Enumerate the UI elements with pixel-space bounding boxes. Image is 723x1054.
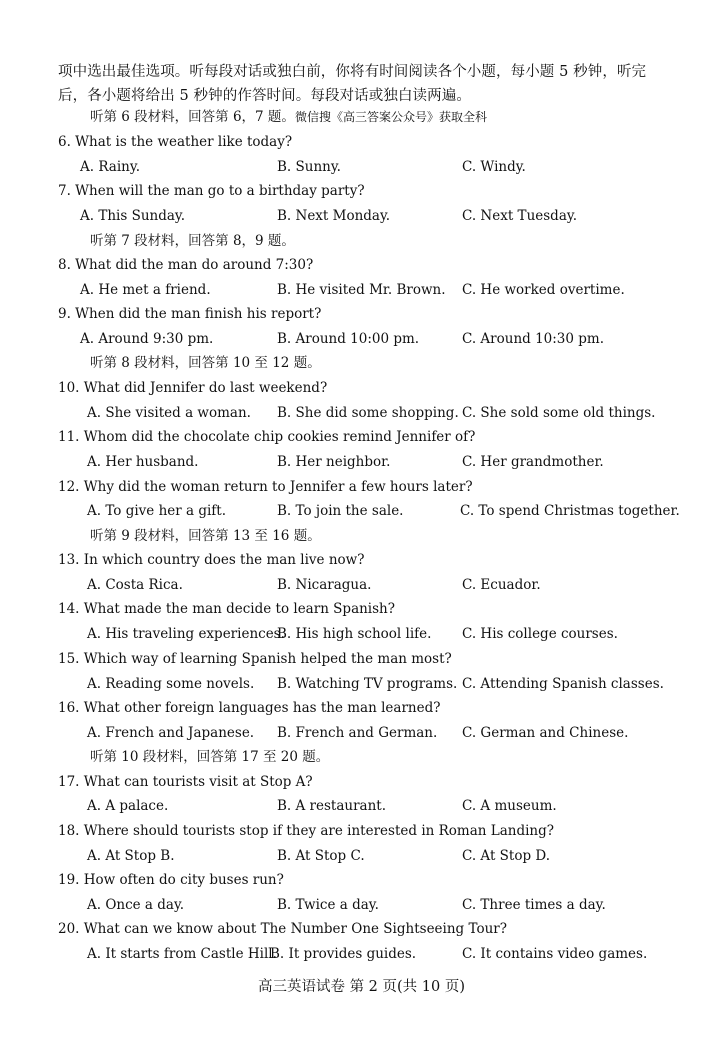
question-20-option-b: B. It provides guides. (270, 946, 417, 962)
question-9: 9. When did the man finish his report? (58, 306, 322, 322)
question-15-option-a: A. Reading some novels. (87, 676, 255, 692)
question-9-option-b: B. Around 10:00 pm. (277, 331, 420, 347)
question-8: 8. What did the man do around 7:30? (58, 257, 314, 273)
question-7-option-a: A. This Sunday. (80, 208, 186, 224)
question-15: 15. Which way of learning Spanish helped the man most? (58, 651, 452, 667)
instruction-line-2: 后，各小题将给出 5 秒钟的作答时间。每段对话或独白读两遍。 (58, 88, 471, 104)
question-9-option-a: A. Around 9:30 pm. (80, 331, 214, 347)
question-13: 13. In which country does the man live now? (58, 552, 365, 568)
question-10-option-a: A. She visited a woman. (87, 405, 251, 421)
question-17-option-b: B. A restaurant. (277, 798, 386, 814)
question-9-option-c: C. Around 10:30 pm. (462, 331, 605, 347)
question-11-option-c: C. Her grandmother. (462, 454, 604, 470)
question-10: 10. What did Jennifer do last weekend? (58, 380, 328, 396)
question-16: 16. What other foreign languages has the man learned? (58, 700, 441, 716)
question-20: 20. What can we know about The Number One Sightseeing Tour? (58, 921, 507, 937)
question-6-option-b: B. Sunny. (277, 159, 341, 175)
watermark-note: 微信搜《高三答案公众号》获取全科 (294, 110, 487, 124)
question-14-option-c: C. His college courses. (462, 626, 618, 642)
question-11-option-b: B. Her neighbor. (277, 454, 391, 470)
section-heading-8: 听第 8 段材料，回答第 10 至 12 题。 (90, 355, 321, 371)
question-18-option-b: B. At Stop C. (277, 848, 365, 864)
question-17-option-c: C. A museum. (462, 798, 557, 814)
question-20-option-c: C. It contains video games. (462, 946, 648, 962)
question-11: 11. Whom did the chocolate chip cookies remind Jennifer of? (58, 429, 476, 445)
question-19-option-c: C. Three times a day. (462, 897, 606, 913)
question-17-option-a: A. A palace. (87, 798, 169, 814)
question-18-option-a: A. At Stop B. (87, 848, 175, 864)
question-10-option-b: B. She did some shopping. (277, 405, 459, 421)
question-10-option-c: C. She sold some old things. (462, 405, 656, 421)
question-13-option-b: B. Nicaragua. (277, 577, 372, 593)
question-16-option-c: C. German and Chinese. (462, 725, 629, 741)
question-6: 6. What is the weather like today? (58, 134, 293, 150)
question-12-option-c: C. To spend Christmas together. (460, 503, 680, 519)
section-heading-7: 听第 7 段材料，回答第 8，9 题。 (90, 233, 295, 249)
question-14-option-b: B. His high school life. (277, 626, 432, 642)
question-19-option-b: B. Twice a day. (277, 897, 379, 913)
question-7-option-c: C. Next Tuesday. (462, 208, 577, 224)
question-6-option-a: A. Rainy. (80, 159, 140, 175)
question-8-option-a: A. He met a friend. (80, 282, 211, 298)
question-12-option-a: A. To give her a gift. (87, 503, 227, 519)
section-heading-10: 听第 10 段材料，回答第 17 至 20 题。 (90, 749, 330, 765)
page-footer: 高三英语试卷 第 2 页(共 10 页) (257, 979, 466, 995)
question-12-option-b: B. To join the sale. (277, 503, 404, 519)
question-15-option-b: B. Watching TV programs. (277, 676, 458, 692)
question-13-option-a: A. Costa Rica. (87, 577, 183, 593)
question-18-option-c: C. At Stop D. (462, 848, 551, 864)
question-11-option-a: A. Her husband. (87, 454, 199, 470)
question-15-option-c: C. Attending Spanish classes. (462, 676, 664, 692)
question-14-option-a: A. His traveling experiences. (87, 626, 285, 642)
question-12: 12. Why did the woman return to Jennifer a few hours later? (58, 479, 473, 495)
question-17: 17. What can tourists visit at Stop A? (58, 774, 313, 790)
question-8-option-b: B. He visited Mr. Brown. (277, 282, 446, 298)
question-7-option-b: B. Next Monday. (277, 208, 391, 224)
question-19: 19. How often do city buses run? (58, 872, 284, 888)
question-14: 14. What made the man decide to learn Spanish? (58, 601, 395, 617)
question-20-option-a: A. It starts from Castle Hill. (87, 946, 277, 962)
section-heading-6-text: 听第 6 段材料，回答第 6，7 题。 (90, 109, 295, 125)
question-8-option-c: C. He worked overtime. (462, 282, 625, 298)
instruction-line-1: 项中选出最佳选项。听每段对话或独白前，你将有时间阅读各个小题，每小题 5 秒钟，听完 (58, 64, 647, 80)
question-19-option-a: A. Once a day. (87, 897, 185, 913)
question-7: 7. When will the man go to a birthday party? (58, 183, 365, 199)
section-heading-9: 听第 9 段材料，回答第 13 至 16 题。 (90, 528, 321, 544)
question-16-option-b: B. French and German. (277, 725, 438, 741)
instructions (58, 60, 690, 108)
section-heading-6 (90, 108, 487, 126)
question-13-option-c: C. Ecuador. (462, 577, 541, 593)
question-16-option-a: A. French and Japanese. (87, 725, 255, 741)
question-6-option-c: C. Windy. (462, 159, 526, 175)
question-18: 18. Where should tourists stop if they are interested in Roman Landing? (58, 823, 554, 839)
